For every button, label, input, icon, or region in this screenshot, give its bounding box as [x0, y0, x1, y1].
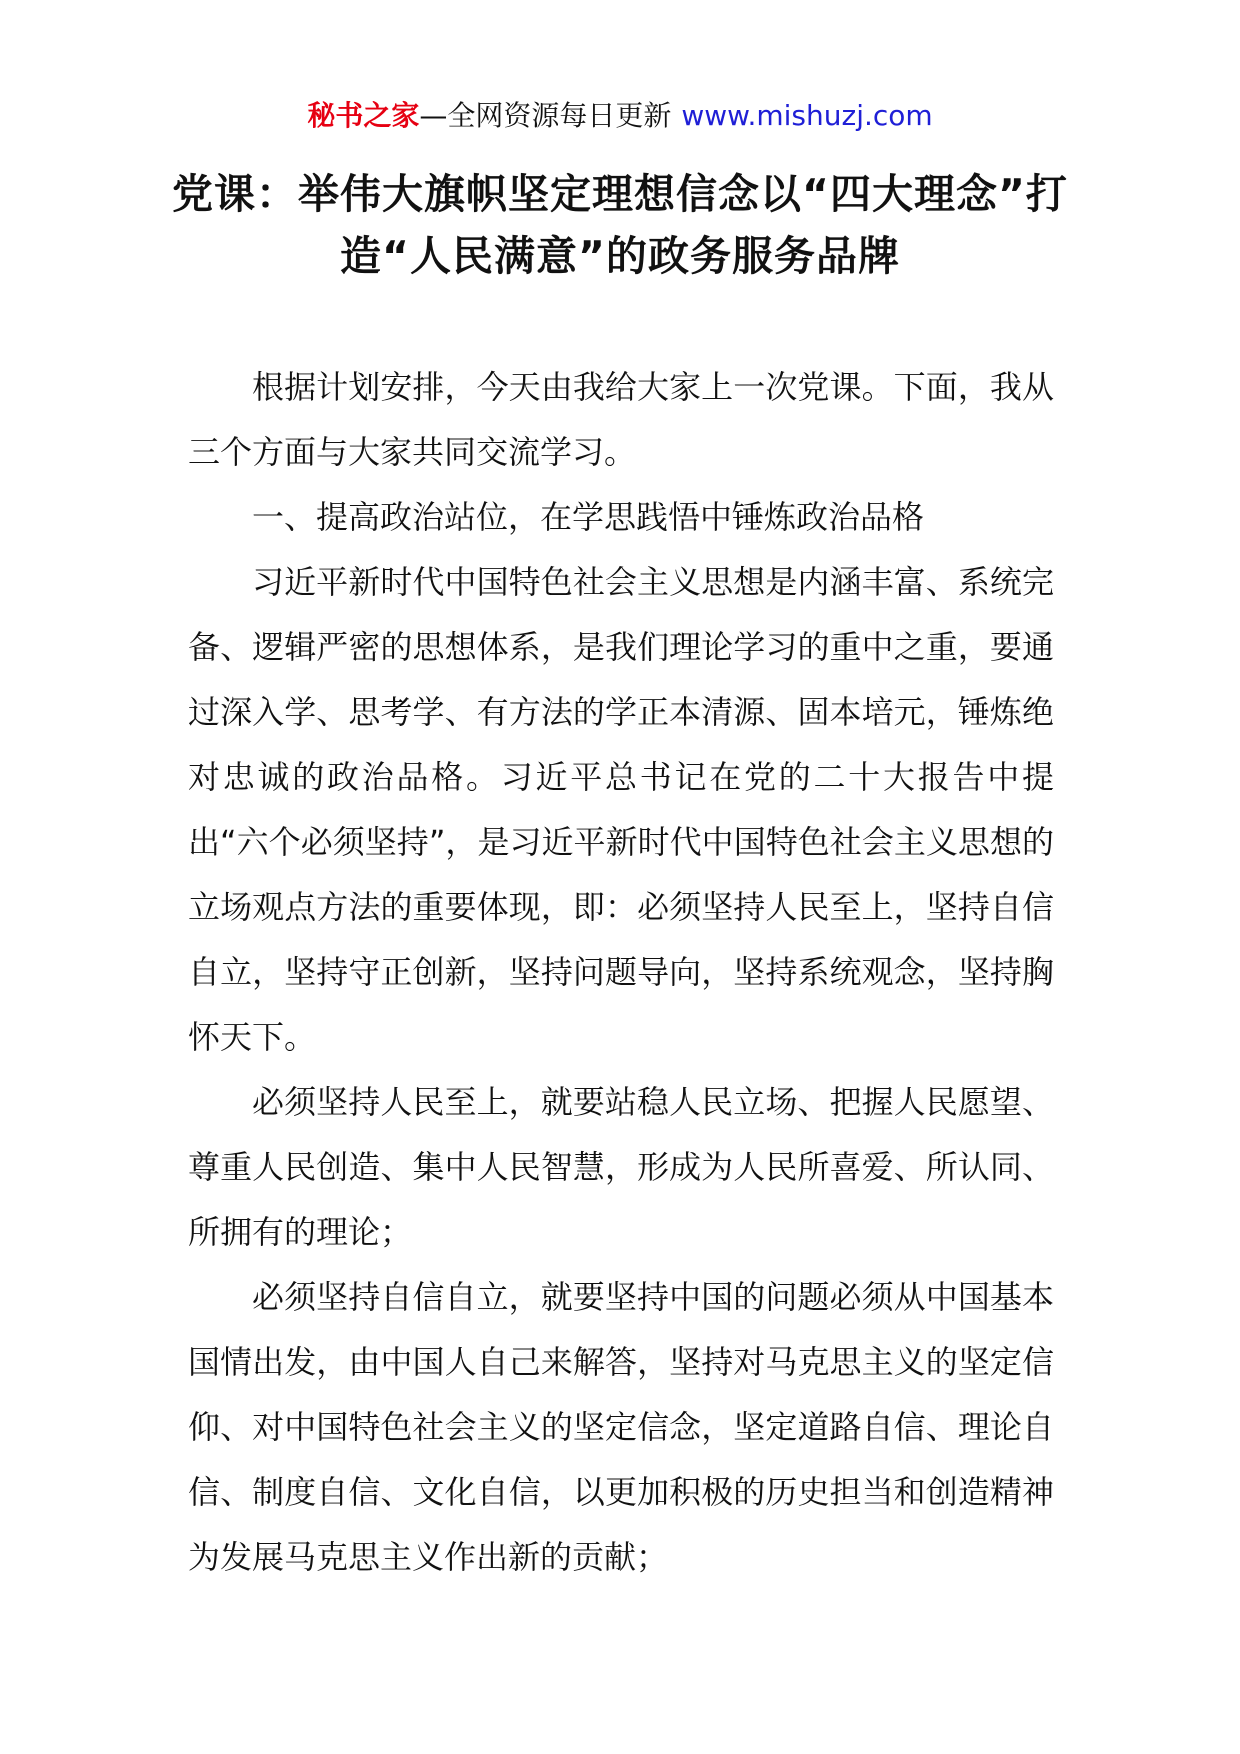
site-name: 秘书之家 — [307, 99, 420, 132]
paragraph-body: 习近平新时代中国特色社会主义思想是内涵丰富、系统完备、逻辑严密的思想体系，是我们理论学习的重中之重，要通过深入学、思考学、有方法的学正本清源、固本培元，锤炼绝对忠诚的政治品格。习近平总书记在党的二十大报告中提出“六个必须坚持”，是习近平新时代中国特色社会主义思想的立场观点方法的重要体现，即：必须坚持人民至上，坚持自信自立，坚持守正创新，坚持问题导向，坚持系统观念，坚持胸怀天下。 — [188, 563, 1054, 1056]
site-url-link[interactable]: www.mishuzj.com — [681, 99, 933, 132]
document-title: 党课：举伟大旗帜坚定理想信念以“四大理念”打造“人民满意”的政务服务品牌 — [172, 170, 1068, 280]
paragraph-body: 必须坚持人民至上，就要站稳人民立场、把握人民愿望、尊重人民创造、集中人民智慧，形成为人民所喜爱、所认同、所拥有的理论； — [188, 1083, 1054, 1251]
paragraph-body: 必须坚持自信自立，就要坚持中国的问题必须从中国基本国情出发，由中国人自己来解答，坚持对马克思主义的坚定信仰、对中国特色社会主义的坚定信念，坚定道路自信、理论自信、制度自信、文化自信，以更加积极的历史担当和创造精神为发展马克思主义作出新的贡献； — [188, 1278, 1054, 1576]
section-heading-1: 一、提高政治站位，在学思践悟中锤炼政治品格 — [252, 498, 925, 536]
site-slogan: —全网资源每日更新 — [419, 99, 672, 132]
header-banner — [0, 96, 1240, 136]
paragraph-intro: 根据计划安排，今天由我给大家上一次党课。下面，我从三个方面与大家共同交流学习。 — [188, 368, 1054, 471]
document-body — [188, 355, 1054, 1590]
